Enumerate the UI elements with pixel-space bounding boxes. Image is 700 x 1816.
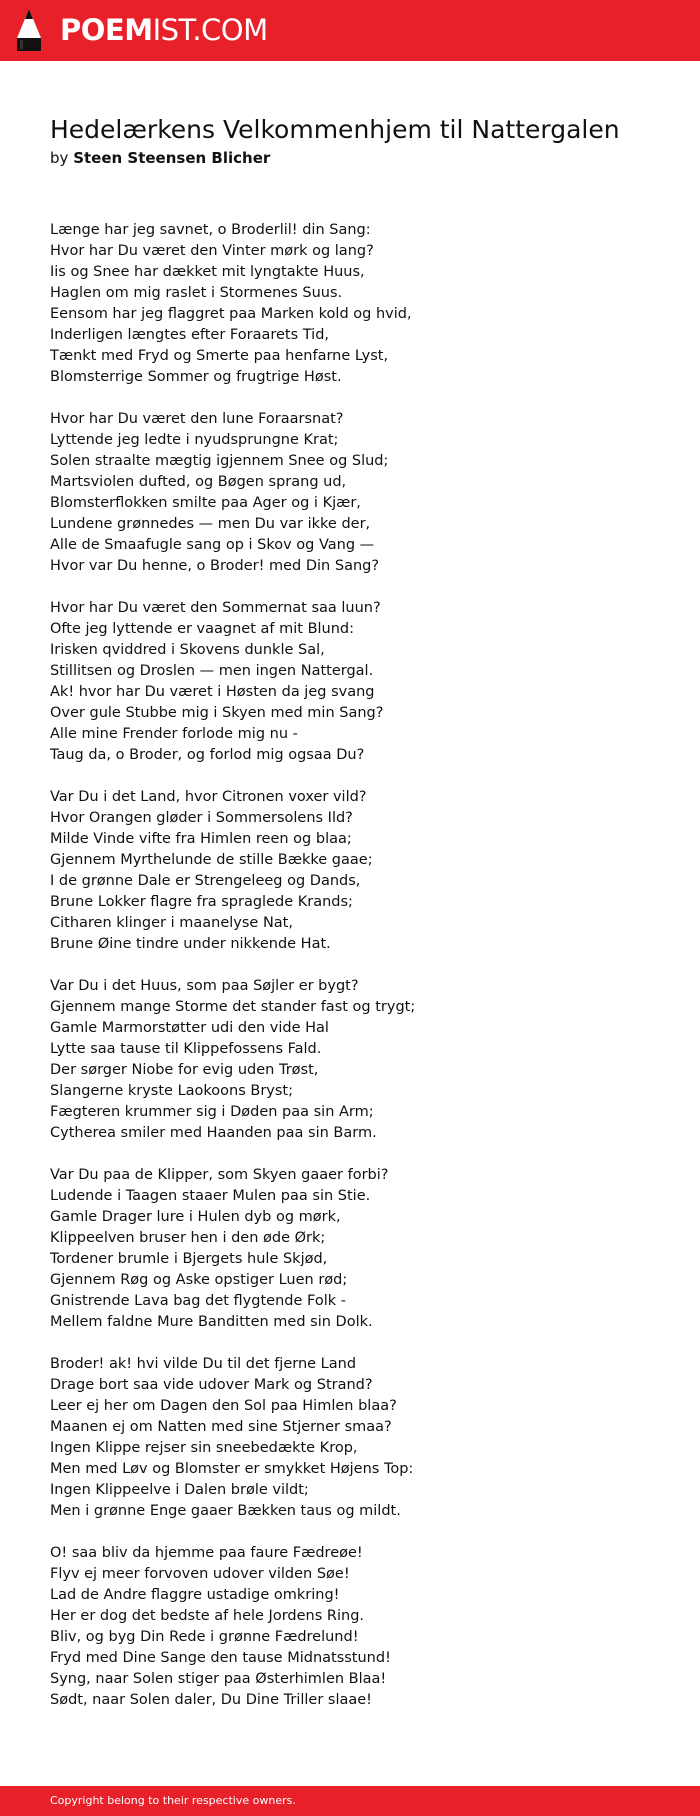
poem-line: O! saa bliv da hjemme paa faure Fædreøe! <box>50 1545 363 1561</box>
poem-line: Her er dog det bedste af hele Jordens Ring. <box>50 1608 365 1624</box>
poem-line: Gjennem Myrthelunde de stille Bække gaae; <box>50 852 373 868</box>
brand-rest: IST.COM <box>152 13 268 47</box>
site-footer <box>0 1786 700 1816</box>
poem-line: Haglen om mig raslet i Stormenes Suus. <box>50 285 343 301</box>
poem-line: Over gule Stubbe mig i Skyen med min Sang? <box>50 705 384 721</box>
poem-line: Gjennem mange Storme det stander fast og trygt; <box>50 999 416 1015</box>
poem-line: Fryd med Dine Sange den tause Midnatsstund! <box>50 1650 391 1666</box>
poem-line: Leer ej her om Dagen den Sol paa Himlen blaa? <box>50 1398 397 1414</box>
poem-line: Gamle Drager lure i Hulen dyb og mørk, <box>50 1209 341 1225</box>
poem-line: Brune Lokker flagre fra spraglede Krands; <box>50 894 353 910</box>
poem-line: Martsviolen dufted, og Bøgen sprang ud, <box>50 474 347 490</box>
poem-line: Ak! hvor har Du været i Høsten da jeg svang <box>50 684 375 700</box>
poem-line: Ofte jeg lyttende er vaagnet af mit Blund: <box>50 621 355 637</box>
poem-line: Ingen Klippe rejser sin sneebedækte Krop, <box>50 1440 358 1456</box>
poem-line: Stillitsen og Droslen — men ingen Nattergal. <box>50 663 374 679</box>
poem-line: Irisken qviddred i Skovens dunkle Sal, <box>50 642 325 658</box>
poem-line: Var Du i det Huus, som paa Søjler er bygt? <box>50 978 359 994</box>
poem-line: Maanen ej om Natten med sine Stjerner smaa? <box>50 1419 392 1435</box>
poem-line: Hvor Orangen gløder i Sommersolens Ild? <box>50 810 353 826</box>
poem-line: Ingen Klippeelve i Dalen brøle vildt; <box>50 1482 309 1498</box>
poem-stanza <box>50 598 670 766</box>
poem-line: Lyttende jeg ledte i nyudsprungne Krat; <box>50 432 339 448</box>
poem-line: Milde Vinde vifte fra Himlen reen og blaa; <box>50 831 352 847</box>
poem-line: Ludende i Taagen staaer Mulen paa sin Stie. <box>50 1188 371 1204</box>
poem-line: Iis og Snee har dækket mit lyngtakte Huus, <box>50 264 365 280</box>
poem-title: Hedelærkens Velkommenhjem til Nattergalen <box>50 115 620 144</box>
poem-line: Alle de Smaafugle sang op i Skov og Vang — <box>50 537 375 553</box>
poem-line: Mellem faldne Mure Banditten med sin Dolk. <box>50 1314 373 1330</box>
poem-line: Længe har jeg savnet, o Broderlil! din Sang: <box>50 222 371 238</box>
poem-line: Inderligen længtes efter Foraarets Tid, <box>50 327 330 343</box>
poem-stanza <box>50 409 670 577</box>
site-logo-text[interactable] <box>60 13 268 47</box>
poem-stanza <box>50 976 670 1144</box>
poem-line: Men med Løv og Blomster er smykket Højens Top: <box>50 1461 414 1477</box>
brand-bold: POEM <box>60 13 153 47</box>
poem-line: Var Du i det Land, hvor Citronen voxer vild? <box>50 789 367 805</box>
poem-line: Klippeelven bruser hen i den øde Ørk; <box>50 1230 326 1246</box>
poem-line: Lundene grønnedes — men Du var ikke der, <box>50 516 371 532</box>
poem-stanza <box>50 787 670 955</box>
poem-line: Drage bort saa vide udover Mark og Strand? <box>50 1377 373 1393</box>
poem-line: Hvor har Du været den Vinter mørk og lang? <box>50 243 374 259</box>
poem-line: I de grønne Dale er Strengeleeg og Dands, <box>50 873 361 889</box>
poem-line: Fægteren krummer sig i Døden paa sin Arm; <box>50 1104 374 1120</box>
poem-line: Gnistrende Lava bag det flygtende Folk - <box>50 1293 346 1309</box>
poem-line: Cytherea smiler med Haanden paa sin Barm. <box>50 1125 377 1141</box>
poem-line: Broder! ak! hvi vilde Du til det fjerne Land <box>50 1356 357 1372</box>
poem-byline <box>50 148 270 168</box>
poem-line: Solen straalte mægtig igjennem Snee og Slud; <box>50 453 389 469</box>
poem-stanza <box>50 1543 670 1711</box>
poem-line: Men i grønne Enge gaaer Bækken taus og mildt. <box>50 1503 401 1519</box>
poem-line: Eensom har jeg flaggret paa Marken kold og hvid, <box>50 306 412 322</box>
poem-line: Blomsterrige Sommer og frugtrige Høst. <box>50 369 342 385</box>
poem-line: Taug da, o Broder, og forlod mig ogsaa Du? <box>50 747 365 763</box>
poem-line: Hvor har Du været den lune Foraarsnat? <box>50 411 344 427</box>
poem-stanza <box>50 1354 670 1522</box>
site-header <box>0 0 700 61</box>
by-label: by <box>50 149 69 167</box>
poem-author[interactable]: Steen Steensen Blicher <box>73 149 271 167</box>
poem-line: Slangerne kryste Laokoons Bryst; <box>50 1083 293 1099</box>
poem-line: Tordener brumle i Bjergets hule Skjød, <box>50 1251 328 1267</box>
copyright-text: Copyright belong to their respective owners. <box>50 1794 296 1807</box>
poem-line: Brune Øine tindre under nikkende Hat. <box>50 936 331 952</box>
poem-line: Blomsterflokken smilte paa Ager og i Kjær, <box>50 495 361 511</box>
poem-stanza <box>50 1165 670 1333</box>
poem-line: Hvor var Du henne, o Broder! med Din Sang? <box>50 558 380 574</box>
poem-line: Tænkt med Fryd og Smerte paa henfarne Lyst, <box>50 348 389 364</box>
poem-line: Citharen klinger i maanelyse Nat, <box>50 915 293 931</box>
poem-line: Lad de Andre flaggre ustadige omkring! <box>50 1587 340 1603</box>
poem-body <box>50 220 670 1732</box>
poem-line: Flyv ej meer forvoven udover vilden Søe! <box>50 1566 350 1582</box>
poem-line: Var Du paa de Klipper, som Skyen gaaer forbi? <box>50 1167 389 1183</box>
poem-line: Hvor har Du været den Sommernat saa luun? <box>50 600 381 616</box>
pencil-tip-icon[interactable] <box>16 8 42 52</box>
poem-stanza <box>50 220 670 388</box>
poem-line: Syng, naar Solen stiger paa Østerhimlen Blaa! <box>50 1671 387 1687</box>
poem-line: Gjennem Røg og Aske opstiger Luen rød; <box>50 1272 348 1288</box>
poem-line: Sødt, naar Solen daler, Du Dine Triller slaae! <box>50 1692 372 1708</box>
poem-line: Alle mine Frender forlode mig nu - <box>50 726 298 742</box>
poem-line: Lytte saa tause til Klippefossens Fald. <box>50 1041 322 1057</box>
poem-line: Der sørger Niobe for evig uden Trøst, <box>50 1062 319 1078</box>
poem-line: Gamle Marmorstøtter udi den vide Hal <box>50 1020 329 1036</box>
poem-line: Bliv, og byg Din Rede i grønne Fædrelund! <box>50 1629 359 1645</box>
